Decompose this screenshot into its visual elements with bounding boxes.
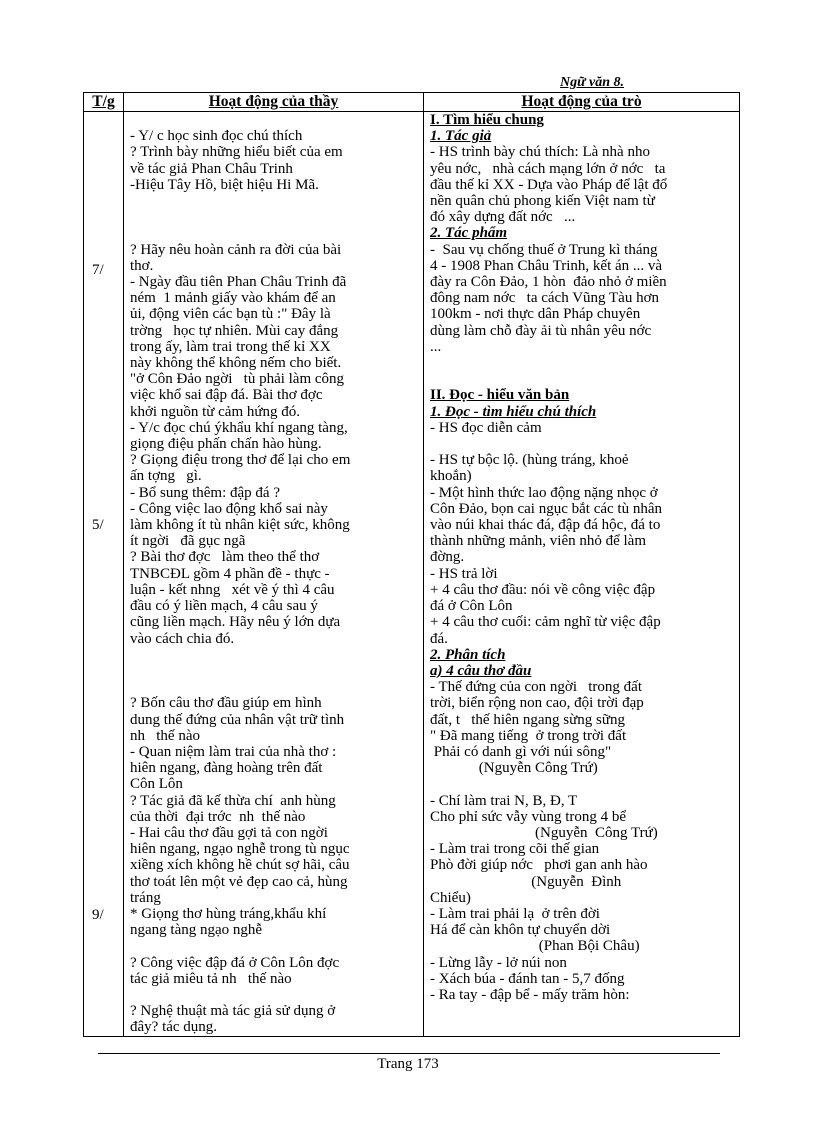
teacher-line bbox=[130, 225, 417, 241]
student-line: vào núi khai thác đá, đập đá hộc, đá to bbox=[430, 517, 661, 534]
teacher-line: ? Nghệ thuật mà tác giả sử dụng ở bbox=[130, 1003, 336, 1020]
student-line: khoắn) bbox=[430, 468, 472, 485]
student-line: dùng làm chỗ đày ải tù nhân yêu nớc bbox=[430, 322, 652, 339]
student-line: thành những mảnh, viên nhỏ để làm bbox=[430, 533, 647, 550]
time-mark: 5/ bbox=[92, 517, 104, 533]
teacher-line: nh thế nào bbox=[130, 727, 200, 744]
student-line: - Xách búa - đánh tan - 5,7 đống bbox=[430, 970, 625, 987]
section-heading: II. Đọc - hiểu văn bản bbox=[430, 387, 570, 404]
teacher-line: vào cách chia đó. bbox=[130, 630, 235, 647]
student-line: trời, biển rộng non cao, đội trời đạp bbox=[430, 695, 644, 712]
student-line: Phò đời giúp nớc phơi gan anh hào bbox=[430, 857, 648, 874]
student-line: (Nguyễn Công Trứ) bbox=[430, 824, 658, 841]
teacher-line: - Bổ sung thêm: đập đá ? bbox=[130, 484, 280, 501]
teacher-line: - Y/ c học sinh đọc chú thích bbox=[130, 128, 303, 145]
teacher-line: này không thể không nếm cho biết. bbox=[130, 355, 342, 372]
student-line: 4 - 1908 Phan Châu Trinh, kết án ... và bbox=[430, 257, 663, 274]
student-line: ... bbox=[430, 338, 442, 355]
student-line: đá ở Côn Lôn bbox=[430, 598, 513, 615]
teacher-line bbox=[130, 209, 417, 225]
teacher-line: ngang tàng ngạo nghễ bbox=[130, 922, 263, 939]
student-line: " Đã mang tiếng ở trong trời đất bbox=[430, 727, 627, 744]
teacher-line: ? Bốn câu thơ đầu giúp em hình bbox=[130, 695, 322, 712]
time-cell bbox=[84, 112, 124, 1037]
teacher-line: tác giả miêu tả nh thế nào bbox=[130, 970, 292, 987]
student-line: + 4 câu thơ cuối: cảm nghĩ từ việc đập bbox=[430, 614, 661, 631]
student-line: đó xây dựng đất nớc ... bbox=[430, 209, 576, 226]
subject-label: Ngữ văn 8. bbox=[560, 75, 624, 90]
teacher-line: ? Công việc đập đá ở Côn Lôn đợc bbox=[130, 954, 340, 971]
teacher-line: của thời đại trớc nh thế nào bbox=[130, 808, 306, 825]
teacher-line: tráng bbox=[130, 889, 161, 906]
teacher-line: ném 1 mảnh giấy vào khám để an bbox=[130, 290, 336, 307]
student-line: đông nam nớc ta cách Vũng Tàu hơn bbox=[430, 290, 660, 307]
student-line: Cho phỉ sức vẫy vùng trong 4 bể bbox=[430, 808, 627, 825]
teacher-line bbox=[130, 938, 417, 954]
teacher-line: xiềng xích không hề chút sợ hãi, câu bbox=[130, 857, 350, 874]
student-line: (Nguyễn Đình bbox=[430, 873, 622, 890]
footer-divider bbox=[98, 1053, 720, 1054]
teacher-line: giọng điệu phấn chấn hào hùng. bbox=[130, 436, 322, 453]
teacher-line: về tác giả Phan Châu Trinh bbox=[130, 160, 293, 177]
student-line: - Thế đứng của con ngời trong đất bbox=[430, 679, 642, 696]
teacher-line bbox=[130, 647, 417, 663]
subsection-heading: 1. Tác giả bbox=[430, 128, 492, 145]
student-line: Chiểu) bbox=[430, 889, 471, 906]
time-column-header: T/g bbox=[84, 93, 124, 112]
teacher-line: việc khổ sai đập đá. Bài thơ đợc bbox=[130, 387, 323, 404]
student-line: đất, t thế hiên ngang sừng sững bbox=[430, 711, 625, 728]
student-line: - Làm trai phải lạ ở trên đời bbox=[430, 905, 600, 922]
teacher-line: trong ấy, làm trai trong thế kỉ XX bbox=[130, 338, 331, 355]
teacher-line: ? Trình bày những hiểu biết của em bbox=[130, 144, 343, 161]
student-line: - Chí làm trai N, B, Đ, T bbox=[430, 792, 578, 809]
teacher-line bbox=[130, 987, 417, 1003]
student-line: đá. bbox=[430, 630, 448, 647]
student-line: Há để càn khôn tự chuyển dời bbox=[430, 922, 611, 939]
teacher-line: trờng học tự nhiên. Mùi cay đắng bbox=[130, 322, 339, 339]
teacher-line: khởi nguồn từ cảm hứng đó. bbox=[130, 403, 301, 420]
subsection-heading: a) 4 câu thơ đầu bbox=[430, 662, 532, 679]
student-line bbox=[430, 776, 733, 792]
student-line: (Phan Bội Châu) bbox=[430, 938, 640, 955]
lesson-table bbox=[83, 92, 740, 1037]
section-heading: I. Tìm hiểu chung bbox=[430, 112, 544, 128]
lesson-body-row bbox=[84, 112, 740, 1037]
student-line: - HS trình bày chú thích: Là nhà nho bbox=[430, 144, 650, 161]
teacher-line: ? Giọng điệu trong thơ để lại cho em bbox=[130, 452, 351, 469]
student-line: - Lừng lẫy - lở núi non bbox=[430, 954, 567, 971]
student-line: nền quân chủ phong kiến Việt nam từ bbox=[430, 193, 655, 210]
student-line: Phải có danh gì với núi sông" bbox=[430, 743, 612, 760]
teacher-line: hiên ngang, ngạo nghễ trong tù ngục bbox=[130, 841, 350, 858]
teacher-line: hiên ngang, đàng hoàng trên đất bbox=[130, 760, 323, 777]
student-line: (Nguyễn Công Trứ) bbox=[430, 760, 598, 777]
teacher-line: dung thế đứng của nhân vật trữ tình bbox=[130, 711, 345, 728]
student-line: - HS trả lời bbox=[430, 565, 498, 582]
teacher-line: - Y/c đọc chú ýkhẩu khí ngang tàng, bbox=[130, 419, 348, 436]
table-header-row bbox=[84, 93, 740, 112]
student-activity-cell bbox=[424, 112, 740, 1037]
student-column-header: Hoạt động của trò bbox=[424, 93, 740, 112]
teacher-line: - Hai câu thơ đầu gợi tả con ngời bbox=[130, 824, 328, 841]
teacher-line: thơ toát lên một vẻ đẹp cao cả, hùng bbox=[130, 873, 348, 890]
subsection-heading: 2. Tác phẩm bbox=[430, 225, 508, 242]
teacher-line: ít ngời đã gục ngã bbox=[130, 533, 246, 550]
teacher-line: đầu có ý liền mạch, 4 câu sau ý bbox=[130, 598, 318, 615]
teacher-activity-cell bbox=[124, 112, 424, 1037]
teacher-line: ấn tợng gì. bbox=[130, 468, 202, 485]
student-line: đờng. bbox=[430, 549, 465, 566]
page-number: Trang 173 bbox=[377, 1056, 439, 1072]
student-line: đầu thế kỉ XX - Dựa vào Pháp để lật đổ bbox=[430, 176, 668, 193]
student-line: - Sau vụ chống thuế ở Trung kì tháng bbox=[430, 241, 658, 258]
subsection-heading: 2. Phân tích bbox=[430, 646, 506, 663]
student-line bbox=[430, 355, 733, 371]
teacher-line: ? Hãy nêu hoàn cảnh ra đời của bài bbox=[130, 241, 342, 258]
teacher-line: TNBCĐL gồm 4 phần đề - thực - bbox=[130, 565, 330, 582]
teacher-line: ủi, động viên các bạn tù :" Đây là bbox=[130, 306, 331, 323]
teacher-line bbox=[130, 663, 417, 679]
student-line: + 4 câu thơ đầu: nói về công việc đập bbox=[430, 581, 656, 598]
student-line: - Một hình thức lao động nặng nhọc ở bbox=[430, 484, 658, 501]
teacher-line: ? Bài thơ đợc làm theo thể thơ bbox=[130, 549, 320, 566]
student-line: yêu nớc, nhà cách mạng lớn ở nớc ta bbox=[430, 160, 666, 177]
student-line: Côn Đảo, bọn cai ngục bắt các tù nhân bbox=[430, 500, 663, 517]
student-line bbox=[430, 371, 733, 387]
teacher-line: - Quan niệm làm trai của nhà thơ : bbox=[130, 743, 337, 760]
teacher-line: "ở Côn Đảo ngời tù phải làm công bbox=[130, 371, 345, 388]
teacher-column-header: Hoạt động của thầy bbox=[124, 93, 424, 112]
teacher-line: Côn Lôn bbox=[130, 776, 183, 793]
subsection-heading: 1. Đọc - tìm hiểu chú thích bbox=[430, 403, 597, 420]
teacher-line: * Giọng thơ hùng tráng,khẩu khí bbox=[130, 905, 327, 922]
student-line: - Ra tay - đập bể - mấy trăm hòn: bbox=[430, 986, 630, 1003]
student-line: - Làm trai trong cõi thế gian bbox=[430, 841, 600, 858]
teacher-line: - Công việc lao động khổ sai này bbox=[130, 500, 328, 517]
teacher-line: ? Tác giả đã kế thừa chí anh hùng bbox=[130, 792, 336, 809]
teacher-line: đây? tác dụng. bbox=[130, 1019, 218, 1036]
student-line bbox=[430, 436, 733, 452]
time-mark: 9/ bbox=[92, 907, 104, 923]
teacher-line: -Hiệu Tây Hồ, biệt hiệu Hi Mã. bbox=[130, 176, 319, 193]
student-line: 100km - nơi thực dân Pháp chuyên bbox=[430, 306, 641, 323]
teacher-line: thơ. bbox=[130, 257, 154, 274]
teacher-line: luận - kết nhng xét về ý thì 4 câu bbox=[130, 581, 335, 598]
student-line: đày ra Côn Đảo, 1 hòn đảo nhỏ ở miền bbox=[430, 274, 667, 291]
teacher-line bbox=[130, 679, 417, 695]
teacher-line bbox=[130, 193, 417, 209]
teacher-line bbox=[130, 112, 417, 128]
teacher-line: - Ngày đầu tiên Phan Châu Trinh đã bbox=[130, 274, 347, 291]
time-mark: 7/ bbox=[92, 262, 104, 278]
teacher-line: cũng liền mạch. Hãy nêu ý lớn dựa bbox=[130, 614, 341, 631]
student-line: - HS đọc diễn cảm bbox=[430, 419, 542, 436]
teacher-line: làm không ít tù nhân kiệt sức, không bbox=[130, 517, 350, 534]
student-line: - HS tự bộc lộ. (hùng tráng, khoẻ bbox=[430, 452, 629, 469]
